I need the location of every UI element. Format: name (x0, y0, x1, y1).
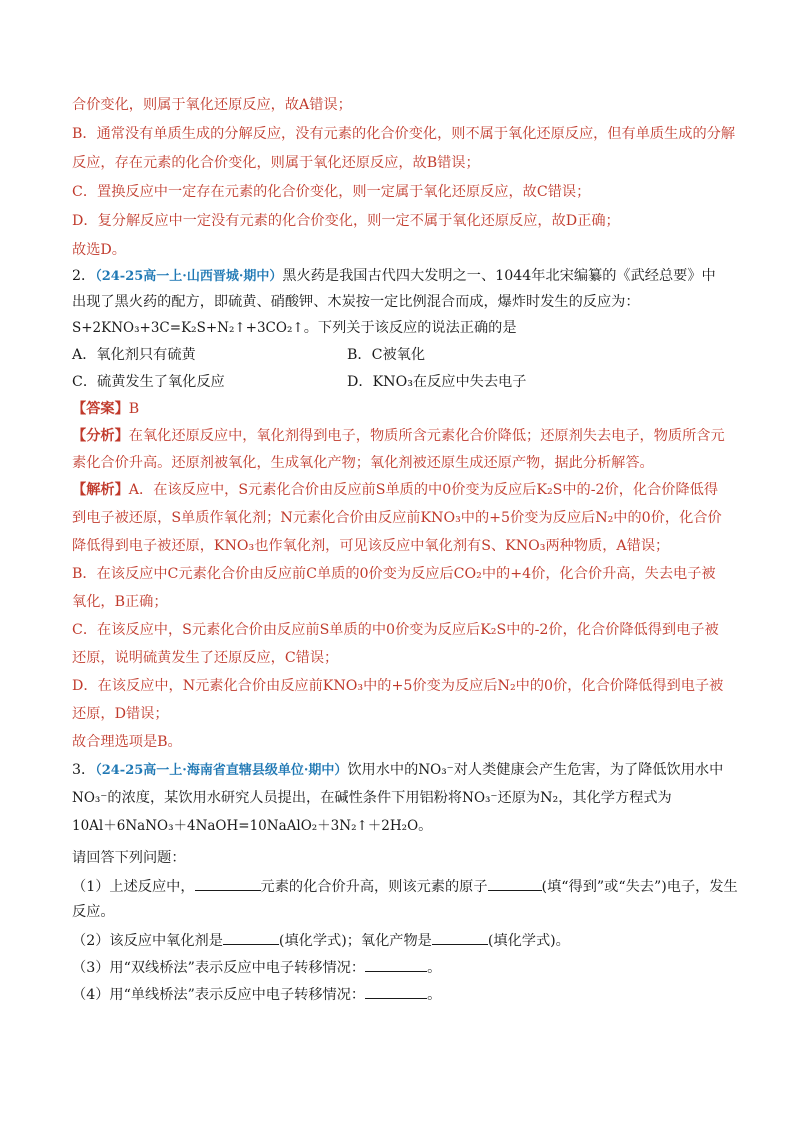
sub-question-1 (72, 876, 738, 897)
explanation-line: C．在该反应中，S元素化合价由反应前S单质的中0价变为反应后K₂S中的-2价，化合价降低得到电子被 (72, 622, 719, 638)
sub-question-text: （4）用“单线桥法”表示反应中电子转移情况： (72, 987, 366, 1003)
explanation-label: 【解析】 (72, 482, 129, 498)
sub-question-text: （3）用“双线桥法”表示反应中电子转移情况： (72, 960, 366, 976)
text-line: 合价变化，则属于氧化还原反应，故A错误； (72, 97, 352, 113)
question-2-header (72, 266, 734, 287)
sub-question-text: （2）该反应中氧化剂是 (72, 933, 223, 949)
option-c[interactable]: C．硫黄发生了氧化反应 (72, 374, 225, 390)
question-number: 2． (72, 268, 96, 284)
question-number: 3． (72, 762, 96, 778)
question-source-tag: （24-25高一上·山西晋城·期中） (95, 269, 283, 284)
answer-blank[interactable] (195, 876, 261, 891)
punctuation: 。 (418, 818, 433, 834)
text-line: 故选D。 (72, 242, 126, 258)
punctuation: 。 (427, 987, 442, 1003)
text-line: C．置换反应中一定存在元素的化合价变化，则一定属于氧化还原反应，故C错误； (72, 184, 591, 200)
nitrate-ion: NO₃⁻ (418, 762, 454, 778)
prompt-line: 请回答下列问题： (72, 850, 186, 866)
explanation-line: 还原，说明硫黄发生了还原反应，C错误； (72, 650, 339, 666)
explanation-line (72, 480, 734, 500)
question-stem-line: 出现了黑火药的配方，即硫黄、硝酸钾、木炭按一定比例混合而成，爆炸时发生的反应为： (72, 294, 640, 310)
explanation-line: 还原，D错误； (72, 706, 169, 722)
question-equation-line (72, 318, 734, 338)
option-d[interactable]: D．KNO₃在反应中失去电子 (347, 374, 527, 390)
nitrate-ion: NO₃⁻ (462, 790, 498, 806)
nitrate-ion: NO₃⁻ (72, 790, 108, 806)
sub-question-1-cont: 反应。 (72, 904, 115, 920)
answer-blank[interactable] (223, 930, 279, 945)
answer-line (72, 399, 734, 419)
sub-question-text: (填化学式)。 (487, 933, 570, 949)
option-a[interactable]: A．氧化剂只有硫黄 (72, 347, 196, 363)
option-b[interactable]: B．C被氧化 (347, 347, 426, 363)
sub-question-3 (72, 957, 734, 978)
answer-blank[interactable] (488, 876, 542, 891)
explanation-line: B．在该反应中C元素化合价由反应前C单质的0价变为反应后CO₂中的+4价，化合价升高，失去电子被 (72, 566, 716, 582)
analysis-text: 在氧化还原反应中，氧化剂得到电子，物质所含元素化合价降低；还原剂失去电子，物质所含元 (128, 428, 725, 444)
question-equation-line (72, 816, 734, 836)
sub-question-text: 元素的化合价升高，则该元素的原子 (260, 879, 488, 895)
text-line: 反应，存在元素的化合价变化，则属于氧化还原反应，故B错误； (72, 155, 480, 171)
explanation-line: D．在该反应中，N元素化合价由反应前KNO₃中的+5价变为反应后N₂中的0价，化合价降低得到电子被 (72, 678, 724, 694)
text-line: B．通常没有单质生成的分解反应，没有元素的化合价变化，则不属于氧化还原反应，但有单质生成的分解 (72, 126, 736, 142)
answer-blank[interactable] (365, 957, 427, 972)
question-stem: 还原为N₂，其化学方程式为 (497, 790, 672, 806)
answer-label: 【答案】 (72, 401, 129, 417)
sub-question-text: （1）上述反应中， (72, 879, 195, 895)
chemical-equation: 10Al＋6NaNO₃＋4NaOH=10NaAlO₂＋3N₂↑＋2H₂O (72, 818, 419, 834)
question-stem: 对人类健康会产生危害，为了降低饮用水中 (453, 762, 724, 778)
explanation-line: 到电子被还原，S单质作氧化剂；N元素化合价由反应前KNO₃中的+5价变为反应后N₂中的0价，化合价 (72, 510, 722, 526)
chemical-equation: S+2KNO₃+3C=K₂S+N₂↑+3CO₂↑ (72, 320, 304, 336)
question-stem: 的浓度，某饮用水研究人员提出，在碱性条件下用铝粉将 (107, 790, 463, 806)
question-source-tag: （24-25高一上·海南省直辖县级单位·期中） (95, 763, 348, 778)
text-line: D．复分解反应中一定没有元素的化合价变化，则一定不属于氧化还原反应，故D正确； (72, 213, 620, 229)
answer-blank[interactable] (432, 930, 488, 945)
question-stem: 。下列关于该反应的说法正确的是 (303, 320, 517, 336)
explanation-line: 降低得到电子被还原，KNO₃也作氧化剂，可见该反应中氧化剂有S、KNO₃两种物质，A错误； (72, 538, 670, 554)
sub-question-text: (填化学式)；氧化产物是 (278, 933, 432, 949)
explanation-line: 故合理选项是B。 (72, 734, 182, 750)
sub-question-4 (72, 984, 734, 1005)
question-stem: 黑火药是我国古代四大发明之一、1044年北宋编纂的《武经总要》中 (282, 268, 716, 284)
analysis-label: 【分析】 (72, 428, 129, 444)
explanation-line: 氧化，B正确； (72, 594, 168, 610)
explanation-text: A．在该反应中，S元素化合价由反应前S单质的中0价变为反应后K₂S中的-2价，化合价降低得 (128, 482, 719, 498)
analysis-line: 素化合价升高。还原剂被氧化，生成氧化产物；氧化剂被还原生成还原产物，据此分析解答。 (72, 455, 654, 471)
punctuation: 。 (427, 960, 442, 976)
question-stem: 饮用水中的 (347, 762, 419, 778)
sub-question-2 (72, 930, 734, 951)
analysis-line (72, 426, 734, 446)
answer-blank[interactable] (365, 984, 427, 999)
question-3-header (72, 760, 734, 781)
question-stem-line (72, 788, 734, 808)
answer-value: B (128, 401, 140, 417)
sub-question-text: (填“得到”或“失去”)电子，发生 (541, 879, 738, 895)
